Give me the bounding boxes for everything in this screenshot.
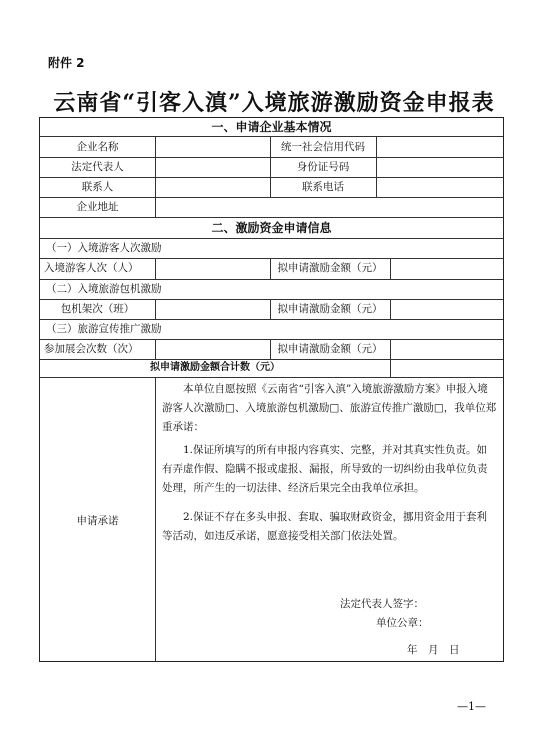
credit-code-label: 统一社会信用代码 xyxy=(281,141,365,153)
total-amount-label: 拟申请激励金额合计数（元） xyxy=(150,362,280,373)
exhibition-count-label: 参加展会次数（次） xyxy=(44,343,139,355)
category2-heading: （二）入境旅游包机激励 xyxy=(46,283,162,295)
page-number: —1— xyxy=(457,700,486,713)
company-name-label: 企业名称 xyxy=(76,141,119,153)
commitment-item-1: 1.保证所填写的所有申报内容真实、完整，并对其真实性负责。如有弄虚作假、隐瞒不报或虚报、漏报，所导致的一切纠纷由我单位负责处理，所产生的一切法律、经济后果完全由我单位承担。 xyxy=(162,444,488,494)
category1-heading: （一）入境游客人次激励 xyxy=(46,242,162,254)
category3-heading: （三）旅游宣传推广激励 xyxy=(46,323,162,335)
amount-label-1: 拟申请激励金额（元） xyxy=(277,262,383,274)
commitment-label: 申请承诺 xyxy=(76,515,119,527)
address-label: 企业地址 xyxy=(76,201,119,213)
section1-heading: 一、申请企业基本情况 xyxy=(211,120,332,134)
id-number-label: 身份证号码 xyxy=(296,161,350,173)
legal-rep-label: 法定代表人 xyxy=(71,161,124,173)
tourist-count-label: 入境游客人次（人） xyxy=(44,262,139,274)
attachment-label: 附件 2 xyxy=(48,56,85,70)
commitment-item-2: 2.保证不存在多头申报、套取、骗取财政资金，挪用资金用于套利等活动，如违反承诺，愿意接受相关部门依法处置。 xyxy=(162,511,488,542)
date-label: 年 月 日 xyxy=(407,644,460,656)
charter-count-label: 包机架次（班） xyxy=(60,303,135,315)
section2-heading: 二、激励资金申请信息 xyxy=(211,221,332,235)
commitment-intro: 本单位自愿按照《云南省“引客入滇”入境旅游激励方案》申报入境游客人次激励□、入境旅游包机激励□、旅游宣传推广激励□，我单位郑重承诺： xyxy=(162,383,497,433)
phone-label: 联系电话 xyxy=(302,181,344,193)
amount-label-2: 拟申请激励金额（元） xyxy=(277,303,383,315)
contact-label: 联系人 xyxy=(81,181,114,193)
form-title: 云南省“引客入滇”入境旅游激励资金申报表 xyxy=(53,90,495,116)
amount-label-3: 拟申请激励金额（元） xyxy=(277,343,383,355)
seal-label: 单位公章： xyxy=(376,617,429,629)
signature-label: 法定代表人签字： xyxy=(340,598,424,610)
application-form xyxy=(39,117,504,662)
